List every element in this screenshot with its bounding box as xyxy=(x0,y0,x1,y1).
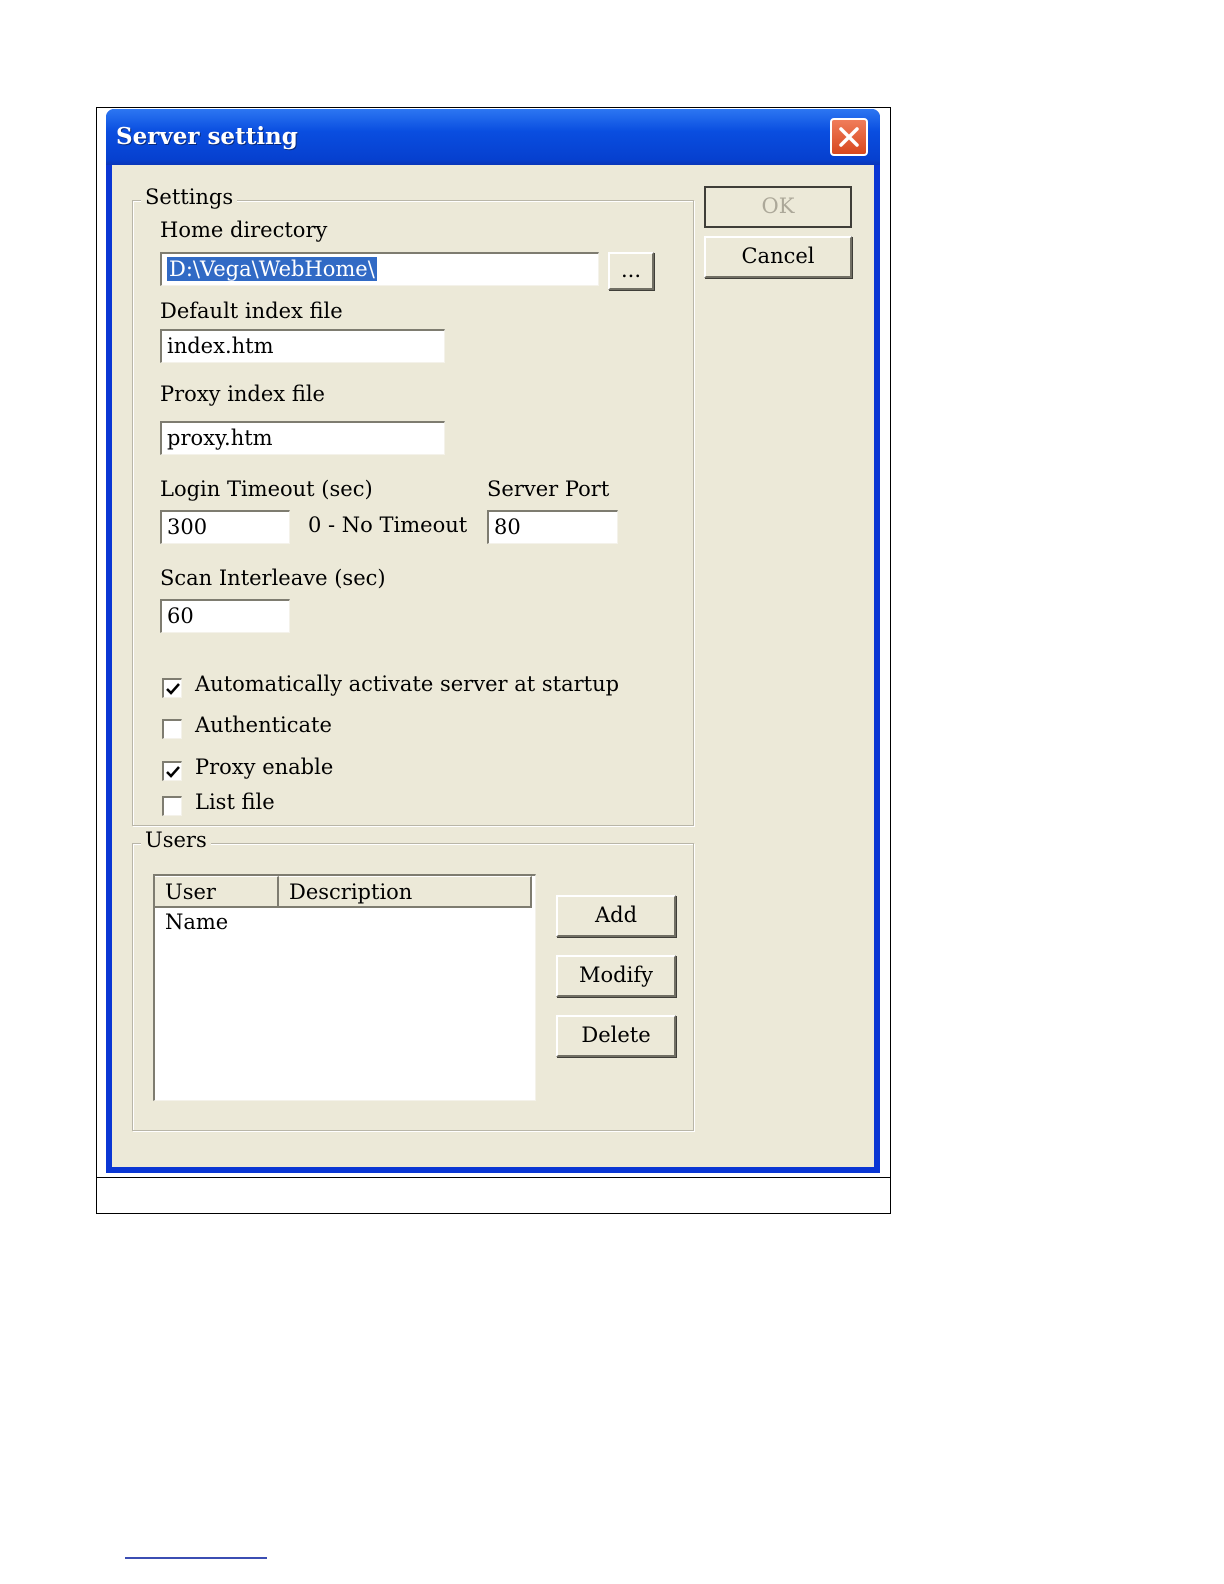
proxy-index-input[interactable]: proxy.htm xyxy=(160,421,445,455)
close-button[interactable] xyxy=(830,118,868,156)
add-user-button[interactable]: Add xyxy=(556,895,676,937)
footnote-rule xyxy=(125,1557,267,1559)
default-index-label: Default index file xyxy=(160,299,343,323)
cancel-button[interactable]: Cancel xyxy=(704,236,852,278)
login-timeout-hint: 0 - No Timeout xyxy=(308,513,468,537)
home-directory-value: D:\Vega\WebHome\ xyxy=(169,257,375,281)
dialog-body xyxy=(112,165,874,1167)
settings-group xyxy=(132,185,694,826)
scan-interleave-label: Scan Interleave (sec) xyxy=(160,566,386,590)
proxy-enable-label[interactable]: Proxy enable xyxy=(195,755,334,779)
login-timeout-input[interactable]: 300 xyxy=(160,510,290,544)
authenticate-checkbox[interactable] xyxy=(162,719,182,739)
settings-legend: Settings xyxy=(141,185,237,209)
home-directory-input[interactable] xyxy=(160,252,599,286)
users-legend: Users xyxy=(141,828,211,852)
login-timeout-label: Login Timeout (sec) xyxy=(160,477,373,501)
title-bar[interactable] xyxy=(106,109,880,165)
list-file-label[interactable]: List file xyxy=(195,790,275,814)
checkmark-icon xyxy=(165,681,181,697)
auto-activate-checkbox[interactable] xyxy=(162,678,182,698)
server-setting-dialog xyxy=(106,109,880,1173)
proxy-enable-checkbox[interactable] xyxy=(162,761,182,781)
delete-user-button[interactable]: Delete xyxy=(556,1015,676,1057)
default-index-input[interactable]: index.htm xyxy=(160,329,445,363)
modify-user-button[interactable]: Modify xyxy=(556,955,676,997)
server-port-label: Server Port xyxy=(487,477,610,501)
server-port-input[interactable]: 80 xyxy=(487,510,618,544)
proxy-index-label: Proxy index file xyxy=(160,382,325,406)
close-x-icon xyxy=(838,126,860,148)
home-directory-label: Home directory xyxy=(160,218,328,242)
ok-button[interactable]: OK xyxy=(704,186,852,228)
users-group xyxy=(132,828,694,1131)
checkmark-icon xyxy=(165,764,181,780)
scan-interleave-input[interactable]: 60 xyxy=(160,599,290,633)
browse-button[interactable]: ... xyxy=(608,252,654,290)
column-header-user-name[interactable]: User Name xyxy=(155,876,279,908)
dialog-title: Server setting xyxy=(116,123,298,150)
column-header-description[interactable]: Description xyxy=(279,876,532,908)
users-list[interactable] xyxy=(153,874,536,1101)
authenticate-label[interactable]: Authenticate xyxy=(195,713,332,737)
frame-divider xyxy=(96,1177,891,1178)
list-file-checkbox[interactable] xyxy=(162,796,182,816)
auto-activate-label[interactable]: Automatically activate server at startup xyxy=(195,672,620,696)
